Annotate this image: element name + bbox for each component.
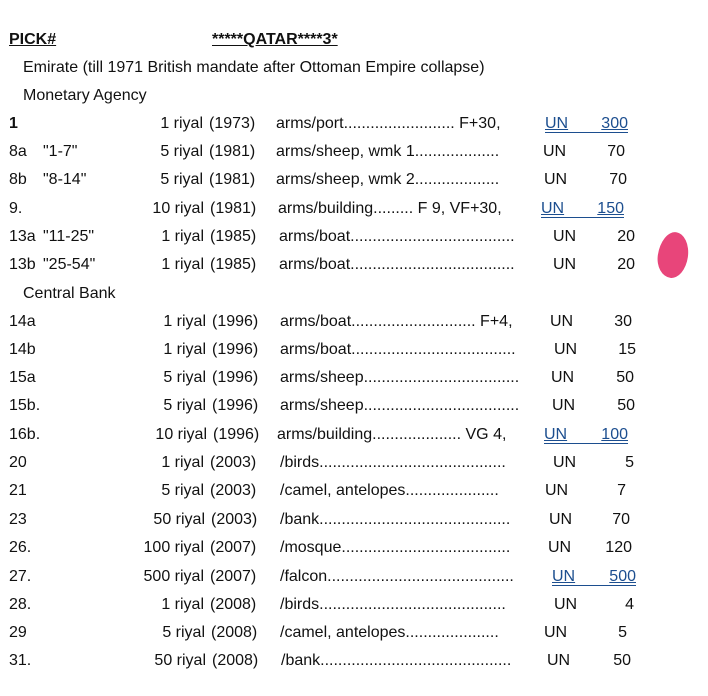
denomination: 50 riyal <box>154 652 206 669</box>
price: 7 <box>617 482 626 499</box>
description: arms/boat............................ F+4, <box>280 313 513 330</box>
price: 120 <box>605 539 632 556</box>
price: 50 <box>613 652 631 669</box>
description: arms/sheep, wmk 2................... <box>276 171 500 188</box>
pick-number: 14a <box>9 313 36 330</box>
table-row <box>0 481 708 501</box>
year: (1981) <box>209 143 256 160</box>
table-row <box>0 199 708 219</box>
pick-number: 20 <box>9 454 27 471</box>
description: /falcon.......................................... <box>280 568 514 585</box>
denomination: 500 riyal <box>143 568 204 585</box>
pick-number: 26. <box>9 539 32 556</box>
price[interactable]: 100 <box>601 426 628 443</box>
grade-un: UN <box>549 511 573 528</box>
grade-un[interactable]: UN <box>552 568 576 585</box>
grade-un: UN <box>554 596 578 613</box>
grade-un: UN <box>547 652 571 669</box>
year: (1996) <box>212 341 259 358</box>
link-underline <box>541 217 624 218</box>
link-underline <box>552 585 636 586</box>
table-row <box>0 227 708 247</box>
serial-range: "1-7" <box>43 143 78 160</box>
year: (1996) <box>213 426 260 443</box>
denomination: 5 riyal <box>163 369 206 386</box>
table-row <box>0 312 708 332</box>
description: arms/sheep, wmk 1................... <box>276 143 500 160</box>
year: (1981) <box>209 171 256 188</box>
price: 50 <box>616 369 634 386</box>
denomination: 5 riyal <box>160 143 203 160</box>
table-row <box>0 595 708 615</box>
price: 70 <box>612 511 630 528</box>
year: (1996) <box>212 369 259 386</box>
pick-number: 31. <box>9 652 32 669</box>
description: /camel, antelopes..................... <box>280 624 499 641</box>
table-row <box>0 368 708 388</box>
pick-number: 8b <box>9 171 27 188</box>
table-row <box>0 453 708 473</box>
pick-number: 8a <box>9 143 27 160</box>
description: arms/sheep................................... <box>280 397 520 414</box>
price: 70 <box>609 171 627 188</box>
description: /mosque...................................... <box>280 539 511 556</box>
price: 4 <box>625 596 634 613</box>
grade-un: UN <box>551 369 575 386</box>
pick-number: 29 <box>9 624 27 641</box>
denomination: 5 riyal <box>163 397 206 414</box>
price: 15 <box>618 341 636 358</box>
denomination: 50 riyal <box>153 511 205 528</box>
table-row <box>0 114 708 134</box>
table-row <box>0 340 708 360</box>
description: arms/port......................... F+30, <box>276 115 501 132</box>
pick-number: 16b. <box>9 426 41 443</box>
pick-number: 28. <box>9 596 32 613</box>
grade-un: UN <box>552 397 576 414</box>
year: (1985) <box>210 256 257 273</box>
description: /bank........................................... <box>280 511 511 528</box>
year: (2008) <box>211 624 258 641</box>
section-monetary-agency: Monetary Agency <box>23 87 147 104</box>
price[interactable]: 300 <box>601 115 628 132</box>
pick-number: 21 <box>9 482 27 499</box>
description: arms/boat..................................... <box>279 228 515 245</box>
price: 20 <box>617 256 635 273</box>
denomination: 5 riyal <box>161 482 204 499</box>
year: (2007) <box>210 539 257 556</box>
description: arms/sheep................................... <box>280 369 520 386</box>
grade-un[interactable]: UN <box>541 200 565 217</box>
table-row <box>0 538 708 558</box>
price[interactable]: 150 <box>597 200 624 217</box>
grade-un: UN <box>548 539 572 556</box>
price: 70 <box>607 143 625 160</box>
year: (1985) <box>210 228 257 245</box>
price: 20 <box>617 228 635 245</box>
link-underline <box>544 443 628 444</box>
denomination: 5 riyal <box>160 171 203 188</box>
intro-line: Emirate (till 1971 British mandate after Ottoman Empire collapse) <box>23 59 485 76</box>
table-row <box>0 396 708 416</box>
description: arms/boat..................................... <box>279 256 515 273</box>
grade-un[interactable]: UN <box>544 426 568 443</box>
year: (1981) <box>210 200 257 217</box>
grade-un: UN <box>545 482 569 499</box>
pick-number: 13a <box>9 228 36 245</box>
table-row <box>0 567 708 587</box>
grade-un: UN <box>553 228 577 245</box>
description: /birds.......................................... <box>280 596 506 613</box>
pick-number: 14b <box>9 341 36 358</box>
table-row <box>0 255 708 275</box>
table-row <box>0 142 708 162</box>
serial-range: "8-14" <box>43 171 87 188</box>
denomination: 1 riyal <box>161 454 204 471</box>
table-row <box>0 510 708 530</box>
year: (1973) <box>209 115 256 132</box>
denomination: 10 riyal <box>155 426 207 443</box>
serial-range: "25-54" <box>43 256 96 273</box>
year: (2008) <box>212 652 259 669</box>
denomination: 10 riyal <box>152 200 204 217</box>
year: (2008) <box>210 596 257 613</box>
grade-un[interactable]: UN <box>545 115 569 132</box>
pick-number: 23 <box>9 511 27 528</box>
description: arms/building......... F 9, VF+30, <box>278 200 502 217</box>
denomination: 1 riyal <box>163 341 206 358</box>
country-header: *****QATAR****3* <box>212 31 338 48</box>
grade-un: UN <box>550 313 574 330</box>
description: /camel, antelopes..................... <box>280 482 499 499</box>
denomination: 1 riyal <box>161 228 204 245</box>
pick-number: 1 <box>9 115 18 132</box>
year: (2003) <box>210 454 257 471</box>
price: 5 <box>618 624 627 641</box>
pick-header: PICK# <box>9 31 57 48</box>
description: arms/boat..................................... <box>280 341 516 358</box>
denomination: 1 riyal <box>160 115 203 132</box>
denomination: 5 riyal <box>162 624 205 641</box>
table-row <box>0 170 708 190</box>
year: (2003) <box>211 511 258 528</box>
price[interactable]: 500 <box>609 568 636 585</box>
grade-un: UN <box>544 171 568 188</box>
pick-number: 13b <box>9 256 36 273</box>
pick-number: 15b. <box>9 397 41 414</box>
pick-number: 15a <box>9 369 36 386</box>
denomination: 1 riyal <box>161 596 204 613</box>
grade-un: UN <box>554 341 578 358</box>
denomination: 1 riyal <box>163 313 206 330</box>
year: (2003) <box>210 482 257 499</box>
price: 30 <box>614 313 632 330</box>
grade-un: UN <box>543 143 567 160</box>
denomination: 1 riyal <box>161 256 204 273</box>
description: /birds.......................................... <box>280 454 506 471</box>
table-row <box>0 623 708 643</box>
grade-un: UN <box>544 624 568 641</box>
pick-number: 27. <box>9 568 32 585</box>
section-central-bank: Central Bank <box>23 285 116 302</box>
price: 5 <box>625 454 634 471</box>
denomination: 100 riyal <box>143 539 204 556</box>
year: (2007) <box>210 568 257 585</box>
grade-un: UN <box>553 454 577 471</box>
year: (1996) <box>212 397 259 414</box>
description: /bank........................................... <box>281 652 512 669</box>
pick-number: 9. <box>9 200 23 217</box>
serial-range: "11-25" <box>43 228 95 245</box>
grade-un: UN <box>553 256 577 273</box>
table-row <box>0 651 708 671</box>
link-underline <box>545 132 628 133</box>
table-row <box>0 425 708 445</box>
year: (1996) <box>212 313 259 330</box>
description: arms/building.................... VG 4, <box>277 426 507 443</box>
price: 50 <box>617 397 635 414</box>
